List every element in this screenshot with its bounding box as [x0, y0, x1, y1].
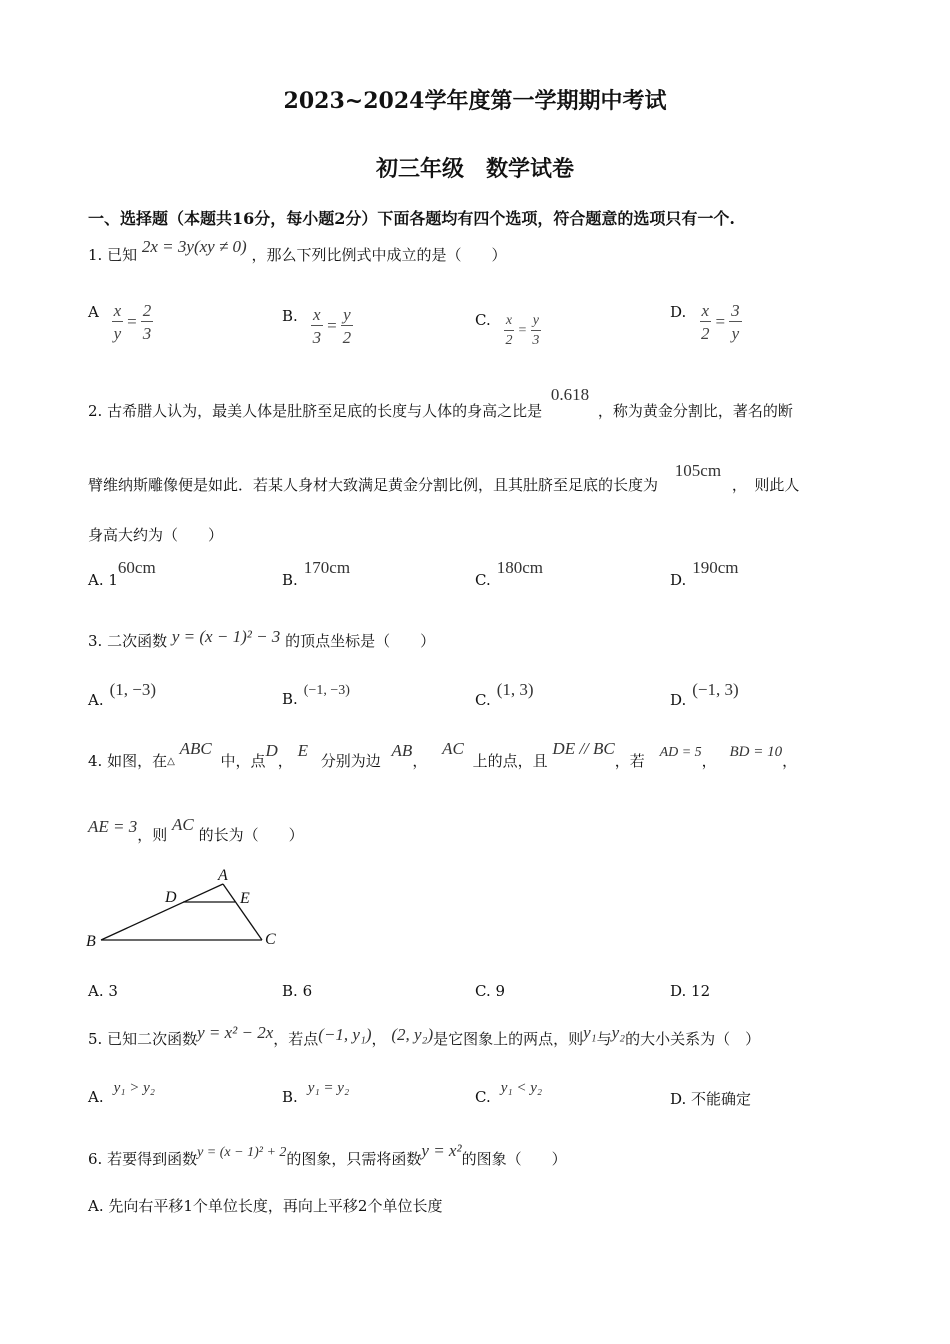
q4-text: 中，点 — [220, 752, 266, 770]
option-value: (1, −3) — [109, 680, 157, 699]
q4-option-a[interactable] — [88, 982, 118, 1000]
exam-subtitle: 初三年级 数学试卷 — [375, 156, 574, 182]
option-label: C. — [475, 311, 491, 329]
option-value: (1, 3) — [496, 680, 534, 699]
q3-option-d[interactable] — [670, 680, 739, 710]
q4-text: ， — [277, 752, 293, 770]
question-2-line3: 身高大约为（ ） — [88, 526, 224, 544]
option-value: 6 — [302, 982, 313, 1000]
q6-text: 的图象（ ） — [461, 1150, 567, 1168]
q4-ac: AC — [172, 815, 194, 834]
option-label: D. — [670, 571, 687, 589]
label-b: B — [86, 933, 96, 950]
q3-option-c[interactable] — [475, 680, 534, 710]
frac-num: y — [531, 314, 541, 331]
option-label: C. — [475, 1088, 491, 1106]
q5-option-b[interactable] — [282, 1080, 350, 1107]
frac-den: 3 — [312, 328, 322, 347]
q5-point1: (−1, y₁) — [318, 1025, 372, 1044]
q4-text: 的长为（ ） — [198, 826, 304, 844]
q4-ac: AC — [442, 739, 464, 758]
frac-den: 2 — [342, 328, 352, 347]
q3-option-a[interactable] — [88, 680, 157, 710]
q3-prefix: 3. 二次函数 — [88, 632, 168, 650]
q4-e: E — [297, 741, 308, 760]
q5-y2: y₂ — [611, 1023, 626, 1042]
option-label: B. — [282, 982, 298, 1000]
option-value: (−1, −3) — [303, 683, 350, 698]
q2-option-b[interactable] — [282, 558, 351, 590]
q5-option-c[interactable] — [475, 1080, 543, 1107]
q4-option-c[interactable] — [475, 982, 505, 1000]
q5-option-d[interactable] — [670, 1088, 751, 1109]
label-d: D — [165, 889, 177, 906]
q6-text: 的图象，只需将函数 — [286, 1150, 422, 1168]
q1-condition: 2x = 3y(xy ≠ 0) — [141, 237, 247, 256]
option-value: 9 — [495, 982, 506, 1000]
option-value: 3 — [108, 982, 118, 1000]
q4-option-d[interactable] — [670, 982, 710, 1000]
option-value: y₁ = y₂ — [307, 1080, 350, 1096]
label-a: A — [218, 867, 228, 884]
option-label: C. — [475, 982, 491, 1000]
q4-ad: AD = 5 — [659, 745, 702, 760]
option-label: A. — [88, 1088, 104, 1106]
q5-text: ， — [371, 1030, 387, 1048]
option-value: y₁ < y₂ — [500, 1080, 543, 1096]
option-value: 170cm — [303, 558, 351, 577]
q5-text: 5. 已知二次函数 — [88, 1030, 198, 1048]
q5-text: 是它图象上的两点，则 — [433, 1030, 584, 1048]
q4-text: 分别为边 — [320, 752, 381, 770]
side-ba — [101, 884, 223, 940]
frac-den: y — [731, 324, 740, 343]
q3-option-b[interactable] — [282, 683, 350, 709]
q5-function: y = x² − 2x — [197, 1023, 274, 1042]
option-value: 180cm — [496, 558, 543, 577]
q2-option-a[interactable] — [88, 558, 156, 590]
q4-text: ， — [701, 752, 717, 770]
q4-ab: AB — [391, 741, 413, 760]
q1-suffix: ，那么下列比例式中成立的是（ ） — [251, 246, 507, 264]
q3-function: y = (x − 1)² − 3 — [171, 627, 281, 646]
option-label: A. — [88, 691, 104, 709]
q2-text: ，称为黄金分割比，著名的断 — [597, 402, 793, 420]
frac-num: 3 — [731, 301, 740, 320]
q5-text: ，若点 — [273, 1030, 319, 1048]
q5-point2: (2, y₂) — [391, 1025, 434, 1044]
q4-text: ，若 — [614, 752, 645, 770]
frac-num: x — [504, 314, 514, 331]
q1-option-d[interactable]: D. $\frac{x}{2}$ = $\frac{3}{y}$ — [670, 301, 740, 343]
question-1 — [88, 237, 507, 265]
q2-option-c[interactable] — [475, 558, 543, 590]
q4-text: ， — [412, 752, 428, 770]
option-label: D. — [670, 982, 687, 1000]
option-label: D. — [670, 1090, 687, 1108]
option-label: B. — [282, 1088, 298, 1106]
question-4-line1 — [88, 739, 798, 771]
q4-option-b[interactable] — [282, 982, 312, 1000]
option-value: y₁ > y₂ — [113, 1080, 155, 1096]
label-c: C — [265, 931, 276, 948]
option-label: C. — [475, 691, 491, 709]
q2-text: ， 则此人 — [731, 476, 800, 494]
q1-option-c[interactable]: C. $\frac{x}{2}$ = $\frac{y}{3}$ — [475, 311, 540, 348]
q4-text: ， — [782, 752, 798, 770]
q1-prefix: 1. 已知 — [88, 246, 138, 264]
q2-text: 2. 古希腊人认为，最美人体是肚脐至足底的长度与人体的身高之比是 — [88, 402, 543, 420]
question-3 — [88, 627, 436, 651]
question-4-line2 — [88, 815, 304, 845]
q4-abc: ABC — [179, 739, 212, 758]
q1-option-a[interactable]: A $\frac{x}{y}$ = $\frac{2}{3}$ — [88, 301, 152, 343]
option-label: C. — [475, 571, 491, 589]
option-label: B. — [282, 571, 298, 589]
q4-text: 4. 如图，在 — [88, 752, 168, 770]
q4-parallel: DE // BC — [552, 739, 615, 758]
question-2-line2 — [88, 461, 800, 495]
q2-text: 臂维纳斯雕像便是如此．若某人身材大致满足黄金分割比例，且其肚脐至足底的长度为 — [88, 476, 659, 494]
frac-num: x — [113, 301, 122, 320]
frac-den: 3 — [142, 324, 152, 343]
frac-den: 2 — [505, 333, 513, 348]
option-label: D. — [670, 303, 687, 321]
q4-ae: AE = 3 — [88, 817, 138, 836]
triangle-figure — [80, 862, 280, 952]
option-label: A. — [88, 982, 104, 1000]
option-value: 60cm — [117, 558, 156, 577]
triangle-symbol: △ — [167, 756, 175, 767]
frac-num: x — [313, 305, 321, 324]
q1-option-b[interactable]: B. $\frac{x}{3}$ = $\frac{y}{2}$ — [282, 305, 352, 347]
q4-text: 上的点，且 — [472, 752, 548, 770]
option-value: 190cm — [692, 558, 739, 577]
frac-den: 3 — [532, 333, 540, 348]
q4-bd: BD = 10 — [729, 744, 783, 760]
option-value: 12 — [691, 982, 711, 1000]
q6-function1: y = (x − 1)² + 2 — [197, 1145, 287, 1160]
q5-text: 的大小关系为（ ） — [625, 1030, 761, 1048]
q6-option-a[interactable]: A. 先向右平移1个单位长度，再向上平移2个单位长度 — [88, 1197, 443, 1215]
q6-text: 6. 若要得到函数 — [88, 1150, 198, 1168]
frac-num: x — [701, 301, 710, 320]
q5-option-a[interactable] — [88, 1080, 155, 1107]
exam-title: 2023~2024学年度第一学期期中考试 — [283, 88, 667, 114]
label-e: E — [240, 890, 250, 907]
q3-suffix: 的顶点坐标是（ ） — [285, 632, 436, 650]
question-5 — [88, 1023, 761, 1049]
frac-den: y — [113, 324, 122, 343]
q2-length: 105cm — [674, 461, 722, 480]
question-6 — [88, 1141, 567, 1169]
frac-den: 2 — [701, 324, 710, 343]
q5-y1: y₁ — [583, 1023, 597, 1042]
frac-num: 2 — [142, 301, 152, 320]
section-heading: 一、选择题（本题共16分，每小题2分）下面各题均有四个选项，符合题意的选项只有一个. — [88, 209, 735, 228]
q4-d: D — [265, 741, 278, 760]
q2-option-d[interactable] — [670, 558, 739, 590]
frac-num: y — [343, 305, 351, 324]
option-label: B. — [282, 690, 298, 708]
q2-ratio: 0.618 — [550, 385, 590, 404]
option-label: D. — [670, 691, 687, 709]
question-2-line1 — [88, 385, 793, 421]
option-value: 不能确定 — [691, 1090, 752, 1108]
q4-text: ，则 — [137, 826, 168, 844]
option-label: A. 1 — [88, 571, 118, 589]
option-value: (−1, 3) — [692, 680, 739, 699]
option-label: A — [88, 303, 99, 321]
q5-text: 与 — [596, 1030, 612, 1048]
option-label: B. — [282, 307, 298, 325]
q6-function2: y = x² — [421, 1141, 462, 1160]
